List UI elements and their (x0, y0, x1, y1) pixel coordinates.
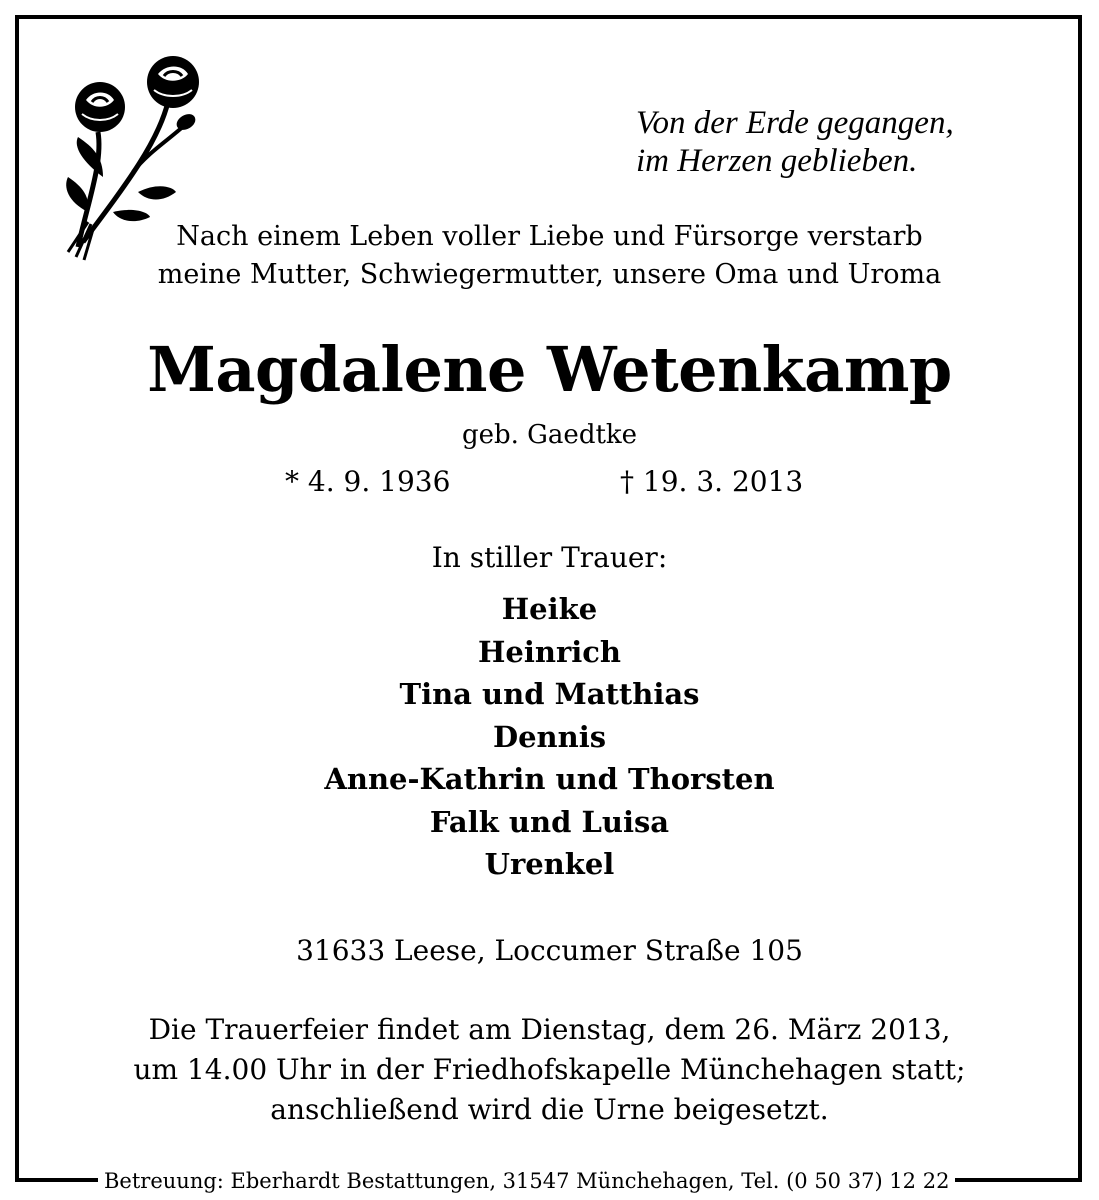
mourner-name: Heinrich (478, 634, 621, 669)
intro-text (0, 218, 1099, 294)
mourners-list (0, 588, 1099, 886)
mourner-name: Anne-Kathrin und Thorsten (324, 762, 775, 796)
service-line: anschließend wird die Urne beigesetzt. (270, 1093, 829, 1126)
service-line: Die Trauerfeier findet am Dienstag, dem 26. März 2013, (148, 1013, 951, 1046)
motto (636, 104, 954, 180)
mourner-name: Tina und Matthias (399, 677, 700, 711)
address: 31633 Leese, Loccumer Straße 105 (296, 934, 803, 967)
service-line: um 14.00 Uhr in der Friedhofskapelle Münchehagen statt; (133, 1053, 966, 1086)
deceased-name: Magdalene Wetenkamp (147, 333, 952, 406)
intro-line: meine Mutter, Schwiegermutter, unsere Oma und Uroma (157, 259, 942, 290)
mourner-name: Falk und Luisa (429, 804, 670, 839)
intro-line: Nach einem Leben voller Liebe und Fürsorge verstarb (176, 221, 923, 252)
funeral-home-footer: Betreuung: Eberhardt Bestattungen, 31547 Münchehagen, Tel. (0 50 37) 12 22 (98, 1166, 955, 1196)
maiden-name: geb. Gaedtke (461, 420, 638, 450)
mourner-name: Heike (501, 592, 598, 626)
service-info (0, 1010, 1099, 1130)
death-date: † 19. 3. 2013 (620, 465, 804, 498)
birth-date: * 4. 9. 1936 (285, 465, 451, 498)
motto-line: Von der Erde gegangen, (636, 105, 954, 141)
mourning-label: In stiller Trauer: (431, 541, 668, 574)
mourner-name: Dennis (492, 719, 607, 754)
motto-line: im Herzen geblieben. (636, 143, 918, 179)
mourner-name: Urenkel (484, 847, 615, 881)
